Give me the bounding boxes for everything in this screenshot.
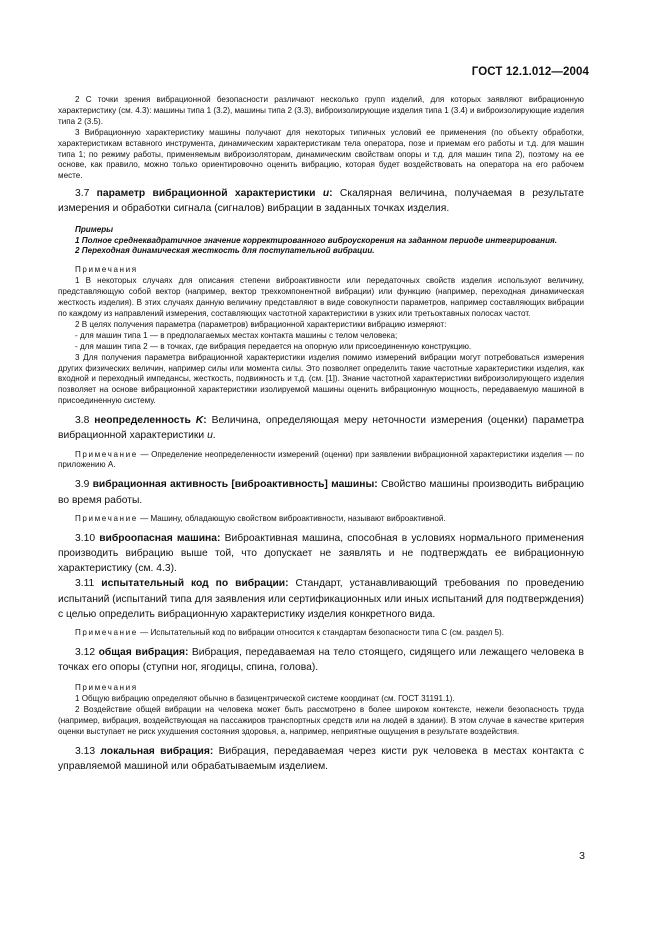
document-header: ГОСТ 12.1.012—2004 xyxy=(471,66,589,78)
note-paragraph: 2 С точки зрения вибрационной безопасности различают несколько групп изделий, для которых заявляют вибрационную характеристику (см. 4.3): машины типа 1 (3.2), машины типа 2 (3.3), виброизолирующие изделия типа 1 (3.4) и виброизолирующие изделия типа 2 (3.5). xyxy=(58,95,584,126)
term-number: 3.10 xyxy=(75,532,96,544)
note-paragraph: 2 В целях получения параметра (параметров) вибрационной характеристики вибрацию измеряют: xyxy=(75,319,447,329)
page-number: 3 xyxy=(579,850,585,862)
note-list-item: - для машин типа 1 — в предполагаемых местах контакта машины с телом человека; xyxy=(75,330,398,340)
term-definition: Вибрация, передаваемая через кисти рук человека в местах контакта с управляемой машиной или обрабатываемым изделием. xyxy=(58,745,584,772)
term-entry-3-13 xyxy=(58,744,584,774)
term-definition: Скалярная величина, получаемая в результате измерения и обработки сигнала (сигналов) вибрации в заданных точках изделия. xyxy=(58,188,584,215)
term-entry-3-9 xyxy=(58,477,584,507)
term-number: 3.9 xyxy=(75,479,90,491)
term-entry-3-8: 3.8 неопределенность K: Величина, определяющая меру неточности измерения (оценки) параметра вибрационной характеристики u. xyxy=(58,415,584,442)
note-label: Примечание xyxy=(75,449,138,459)
page-content xyxy=(58,95,584,774)
term-number: 3.8 xyxy=(75,415,90,427)
term-title: параметр вибрационной характеристики xyxy=(96,188,316,200)
term-symbol: u xyxy=(207,430,213,442)
term-entry-3-7: 3.7 параметр вибрационной характеристики u: Скалярная величина, получаемая в результате измерения и обработки сигнала (сигналов) вибрации в заданных точках изделия. xyxy=(58,188,584,215)
note-paragraph: Примечание — Машину, обладающую свойством виброактивности, называют виброактивной. xyxy=(75,513,446,523)
term-definition: Виброактивная машина, способная в условиях нормального применения производить вибрацию выше той, что допускает не заявлять и не подтверждать ее вибрационную характеристику (см. 4.3). xyxy=(58,532,584,575)
note-paragraph: 3 Вибрационную характеристику машины получают для некоторых типичных условий ее применения (по объекту обработки, характеристикам вставного инструмента, динамическим характеристикам тела оператора, позе и приемам его работы и т.д. для машин типа 1; по режиму работы, применяемым виброизоляторам, динамическим свойствам опоры и т.д. для машин типа 2), поэтому на ее основе, как правило, можно только ориентировочно оценить вибрацию, которая будет воздействовать на оператора на его рабочем месте. xyxy=(58,127,584,181)
term-symbol: K xyxy=(195,415,204,427)
example-item: 2 Переходная динамическая жесткость для поступательной вибрации. xyxy=(75,246,375,256)
term-definition: Стандарт, устанавливающий требования по проведению испытаний (испытаний типа для заявления или сертификационных или иных испытаний для подтверждения) с целью определить вибрационную характеристику изделия конкретного вида. xyxy=(58,578,584,620)
term-entry-3-11 xyxy=(58,576,584,622)
term-title: виброопасная машина: xyxy=(99,532,221,544)
term-title: неопределенность xyxy=(94,415,191,427)
term-symbol: u xyxy=(322,188,330,200)
term-title: вибрационная активность [виброактивность] машины: xyxy=(92,479,378,491)
note-paragraph: Примечание — Определение неопределенности измерений (оценки) при заявлении вибрационной характеристики изделия — по приложению А. xyxy=(58,449,584,470)
term-definition: Вибрация, передаваемая на тело стоящего, сидящего или лежащего человека в точках его опоры (ступни ног, ягодицы, спина, голова). xyxy=(58,646,584,674)
note-paragraph: 1 Общую вибрацию определяют обычно в базицентрической системе координат (см. ГОСТ 31191.1). xyxy=(75,694,455,704)
term-definition: Величина, определяющая меру неточности измерения (оценки) параметра вибрационной характеристики xyxy=(58,415,584,442)
note-paragraph: 1 В некоторых случаях для описания степени виброактивности или передаточных свойств изделия используют величину, представляющую собой вектор (например, вектор трехкомпонентной вибрации) или функцию (например, переходная динамическая жесткость изделия). В этих случаях данную величину представляют в виде совокупности параметров, например составляющих вибрации по каждому из направлений измерения, составляющих частотной характеристики в узких или третьоктавных полосах частот. xyxy=(58,276,584,318)
term-entry-3-10 xyxy=(58,531,584,577)
example-item: 1 Полное среднеквадратичное значение корректированного виброускорения на заданном периоде интегрирования. xyxy=(75,235,558,245)
term-number: 3.7 xyxy=(75,188,90,200)
term-number: 3.11 xyxy=(75,578,95,590)
notes-heading: Примечания xyxy=(75,265,138,275)
note-paragraph: 3 Для получения параметра вибрационной характеристики изделия помимо измерений вибрации могут потребоваться измерения других физических величин, например силы или момента силы. Это позволяет определить такие частотные характеристики изделия, как входной и переходный импедансы, жесткость, подвижность и т.д. (см. [1]). Знание частотной характеристики виброизолирующего изделия позволяет на основе вибрационной характеристики изолируемой машины оценить вибрационную мощность, передаваемую машиной в присоединенную систему. xyxy=(58,352,584,406)
note-label: Примечание xyxy=(75,513,138,523)
term-title: локальная вибрация: xyxy=(100,745,214,757)
term-definition: Свойство машины производить вибрацию во время работы. xyxy=(58,479,584,506)
note-list-item: - для машин типа 2 — в точках, где вибрация передается на опорную или присоединенную конструкцию. xyxy=(75,341,472,351)
term-number: 3.12 xyxy=(75,646,96,658)
note-paragraph: Примечание — Испытательный код по вибрации относится к стандартам безопасности типа С (см. раздел 5). xyxy=(75,627,505,637)
term-number: 3.13 xyxy=(75,745,96,757)
note-paragraph: 2 Воздействие общей вибрации на человека может быть рассмотрено в более широком контексте, нежели безопасность труда (например, вибрация, воздействующая на пассажиров транспортных средств или на людей в здании). В этом случае в качестве критерия оценки выступает не риск ухудшения состояния здоровья, а, например, неприятные ощущения в результате воздействия. xyxy=(58,705,584,736)
examples-heading: Примеры xyxy=(75,224,114,234)
term-title: общая вибрация: xyxy=(98,646,189,658)
term-title: испытательный код по вибрации: xyxy=(101,578,289,590)
term-entry-3-12 xyxy=(58,645,584,675)
notes-heading: Примечания xyxy=(75,683,138,693)
note-label: Примечание xyxy=(75,627,138,637)
